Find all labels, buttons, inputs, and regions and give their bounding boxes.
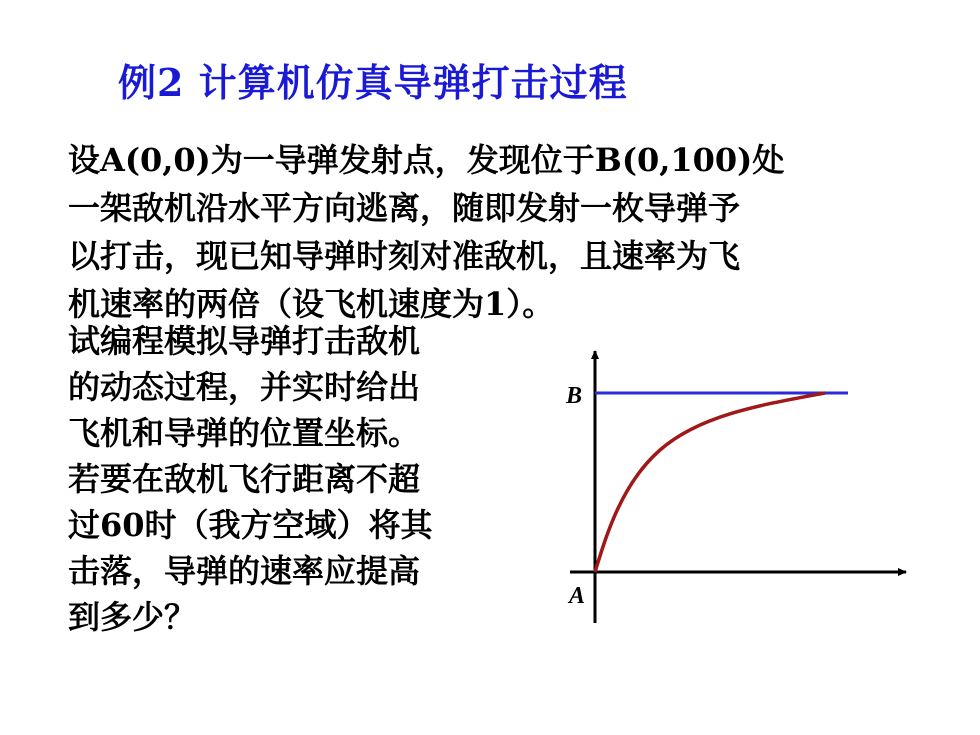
problem-paragraph: [68, 136, 898, 328]
task-line: 到多少？: [68, 598, 197, 636]
paragraph-line: 设A(0,0)为一导弹发射点，发现位于B(0,100)处: [68, 141, 785, 179]
paragraph-line: 机速率的两倍（设飞机速度为1）。: [68, 285, 555, 323]
paragraph-line: 一架敌机沿水平方向逃离，随即发射一枚导弹予: [68, 189, 741, 227]
pursuit-diagram-svg: [540, 345, 920, 630]
point-b-label: B: [566, 383, 583, 409]
task-line: 的动态过程，并实时给出: [68, 368, 421, 406]
task-line: 试编程模拟导弹打击敌机: [68, 322, 421, 360]
missile-trajectory: [595, 393, 825, 572]
point-a-label: A: [569, 583, 586, 609]
paragraph-line: 以打击，现已知导弹时刻对准敌机，且速率为飞: [68, 237, 741, 275]
task-paragraph: [68, 318, 498, 640]
slide-title: 例2 计算机仿真导弹打击过程: [118, 60, 628, 105]
task-line: 击落，导弹的速率应提高: [68, 552, 421, 590]
task-line: 若要在敌机飞行距离不超: [68, 460, 421, 498]
task-line: 飞机和导弹的位置坐标。: [68, 414, 421, 452]
task-line: 过60时（我方空域）将其: [68, 506, 433, 544]
pursuit-diagram: [540, 345, 920, 630]
